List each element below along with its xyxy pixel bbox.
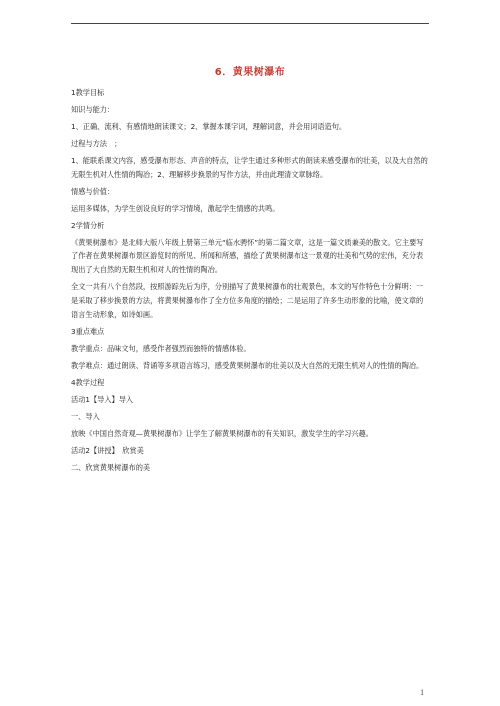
document-title: 6．黄果树瀑布 — [214, 67, 286, 78]
step-heading: 一、导入 — [71, 411, 100, 421]
step-heading: 二、欣赏黄果树瀑布的美 — [71, 462, 151, 472]
document-body — [71, 86, 429, 478]
header-rule — [71, 23, 429, 24]
subheading-emotion: 情感与价值： — [71, 186, 115, 196]
section-heading-analysis: 2学情分析 — [71, 220, 105, 230]
paragraph: 教学重点：品味文句，感受作者强烈而独特的情感体验。 — [71, 343, 251, 353]
subheading-knowledge: 知识与能力： — [71, 104, 115, 114]
paragraph: 教学难点：通过朗读、背诵等多项语言练习，感受黄果树瀑布的壮美以及大自然的无限生机对人的性情的陶冶。 — [71, 360, 424, 370]
section-heading-teaching-goals: 1教学目标 — [71, 88, 105, 97]
subheading-process: 过程与方法 ； — [71, 138, 122, 148]
section-heading-process: 4教学过程 — [71, 377, 105, 387]
paragraph: 《黄果树瀑布》是北师大版八年级上册第三单元“临水骋怀”的第二篇文章，这是一篇文质兼美的散文。它主要写了作者在黄果树瀑布景区游览时的所见、所闻和所感，描绘了黄果树瀑布这一景观的壮美和气势的宏伟，充分表现出了大自然的无限生机和对人的性情的陶冶。 — [71, 237, 424, 275]
paragraph: 1、正确、流利、有感情地朗读课文；2、掌握本课字词，理解词意，并会用词语造句。 — [71, 121, 347, 131]
paragraph: 运用多媒体，为学生创设良好的学习情境，激起学生情感的共鸣。 — [71, 203, 280, 213]
page-number: 1 — [420, 689, 425, 697]
paragraph: 1、能联系课文内容，感受瀑布形态、声音的特点，让学生通过多种形式的朗读来感受瀑布的壮美，以及大自然的无限生机对人性情的陶冶；2、理解移步换景的写作方法，并由此理清文章脉络。 — [71, 155, 428, 179]
activity-heading: 活动2【讲授】 欣赏美 — [71, 445, 144, 455]
paragraph: 放映《中国自然奇观—黄果树瀑布》让学生了解黄果树瀑布的有关知识，激发学生的学习兴趣。 — [71, 428, 373, 438]
activity-heading: 活动1【导入】导入 — [71, 394, 134, 404]
section-heading-key-points: 3重点难点 — [71, 326, 105, 336]
paragraph: 全文一共有八个自然段，按照游踪先后为序，分别描写了黄果树瀑布的壮观景色，本文的写作特色十分鲜明：一是采取了移步换景的方法，将黄果树瀑布作了全方位多角度的描绘；二是运用了许多生动形象的比喻，使文章的语言生动形象，如诗如画。 — [71, 282, 424, 319]
